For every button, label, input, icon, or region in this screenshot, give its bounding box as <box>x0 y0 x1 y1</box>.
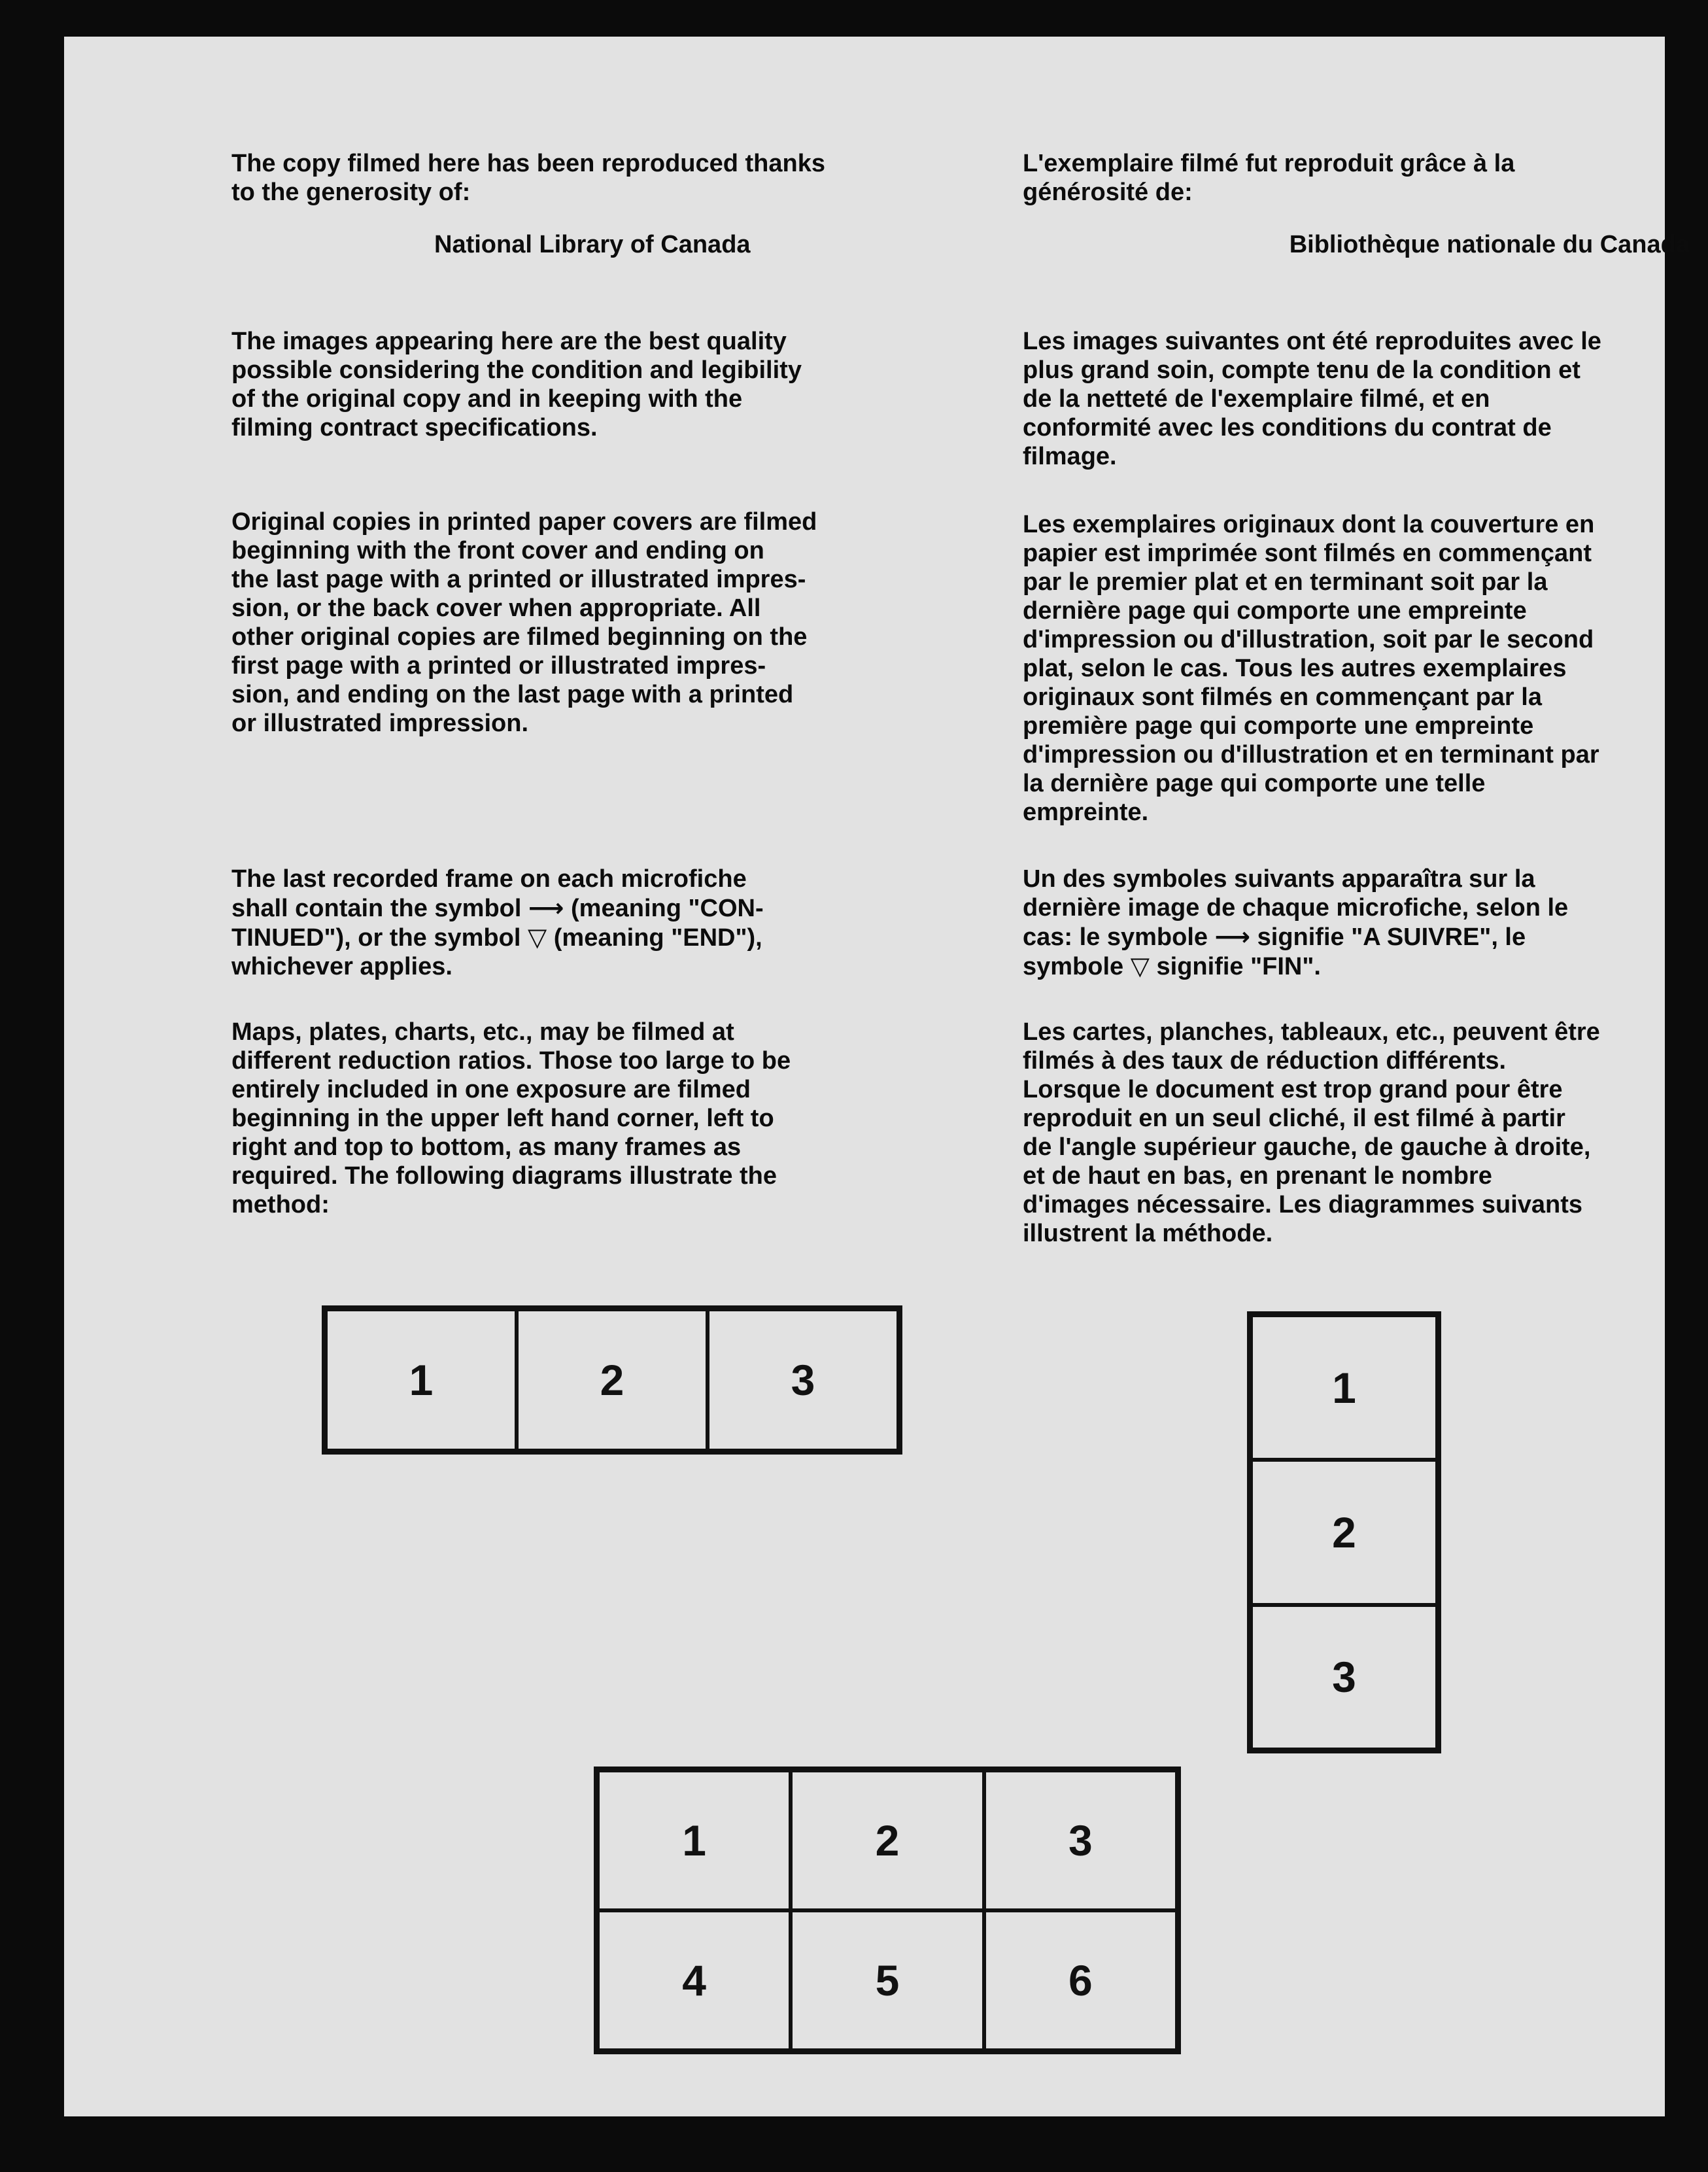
diagram-vertical-three <box>1247 1311 1441 1753</box>
thanks-paragraph-fr: L'exemplaire filmé fut reproduit grâce à la générosité de: <box>1023 150 1515 206</box>
frame-cell: 6 <box>984 1910 1177 2050</box>
symbols-text-fr-2: signifie "A SUIVRE", le symbole <box>1023 923 1526 980</box>
frame-cell: 4 <box>598 1910 791 2050</box>
frame-cell: 3 <box>1251 1605 1437 1750</box>
frame-cell: 2 <box>517 1309 708 1451</box>
frame-cell: 3 <box>708 1309 898 1451</box>
frame-cell: 1 <box>598 1770 791 1910</box>
maps-paragraph-en: Maps, plates, charts, etc., may be filmed at different reduction ratios. Those too large to be entirely included in one exposure are filmed beginning in the upper left hand corner, left to right and top to bottom, as many frames as required. The following diagrams illustrate the method: <box>231 1018 791 1218</box>
originals-paragraph-en: Original copies in printed paper covers are filmed beginning with the front cover and ending on the last page with a printed or illustrated impres- sion, or the back cover when appropriate. All other original copies are filmed beginning on the first page with a printed or illustrated impres- sion, and ending on the last page with a printed or illustrated impression. <box>231 508 817 737</box>
quality-paragraph-fr: Les images suivantes ont été reproduites avec le plus grand soin, compte tenu de la condition et de la netteté de l'exemplaire filmé, et en conformité avec les conditions du contrat de filmage. <box>1023 328 1601 470</box>
symbols-paragraph-en <box>231 865 885 981</box>
triangle-down-icon: ▽ <box>1130 952 1150 980</box>
symbols-text-fr-3: signifie "FIN". <box>1149 953 1321 980</box>
frame-cell: 2 <box>791 1770 983 1910</box>
maps-paragraph-fr: Les cartes, planches, tableaux, etc., peuvent être filmés à des taux de réduction différents. Lorsque le document est trop grand pour être reproduit en un seul cliché, il est filmé à partir de l'angle supérieur gauche, de gauche à droite, et de haut en bas, en prenant le nombre d'images nécessaire. Les diagrammes suivants illustrent la méthode. <box>1023 1018 1600 1247</box>
originals-paragraph-fr: Les exemplaires originaux dont la couverture en papier est imprimée sont filmés en commençant par le premier plat et en terminant soit par la dernière page qui comporte une empreinte d'impression ou d'illustration, soit par le second plat, selon le cas. Tous les autres exemplaires originaux sont filmés en commençant par la première page qui comporte une empreinte d'impression ou d'illustration et en terminant par la dernière page qui comporte une telle empreinte. <box>1023 511 1599 826</box>
symbols-text-en-1: The last recorded frame on each microfiche shall contain the symbol <box>231 865 747 922</box>
symbols-text-en-2: (meaning "CON- TINUED"), or the symbol <box>231 895 764 952</box>
frame-cell: 1 <box>1251 1315 1437 1460</box>
library-name-en: National Library of Canada <box>434 231 751 258</box>
triangle-down-icon: ▽ <box>527 923 547 952</box>
document-page <box>64 37 1690 2116</box>
symbols-text-en-3: (meaning "END"), whichever applies. <box>231 924 762 980</box>
symbols-text-fr-1: Un des symboles suivants apparaîtra sur la dernière image de chaque microfiche, selon le cas: le symbole <box>1023 865 1569 951</box>
frame-cell: 5 <box>791 1910 983 2050</box>
frame-cell: 3 <box>984 1770 1177 1910</box>
frame-cell: 2 <box>1251 1460 1437 1604</box>
diagram-two-by-three <box>594 1767 1181 2054</box>
diagram-horizontal-three <box>322 1305 902 1455</box>
arrow-icon: ⟶ <box>1214 922 1251 951</box>
arrow-icon: ⟶ <box>528 893 564 922</box>
frame-cell: 1 <box>326 1309 517 1451</box>
symbols-paragraph-fr <box>1023 865 1690 981</box>
library-name-fr: Bibliothèque nationale du Canada <box>1289 231 1690 258</box>
quality-paragraph-en: The images appearing here are the best quality possible considering the condition and legibility of the original copy and in keeping with the filming contract specifications. <box>231 328 802 441</box>
thanks-paragraph-en: The copy filmed here has been reproduced thanks to the generosity of: <box>231 150 826 206</box>
